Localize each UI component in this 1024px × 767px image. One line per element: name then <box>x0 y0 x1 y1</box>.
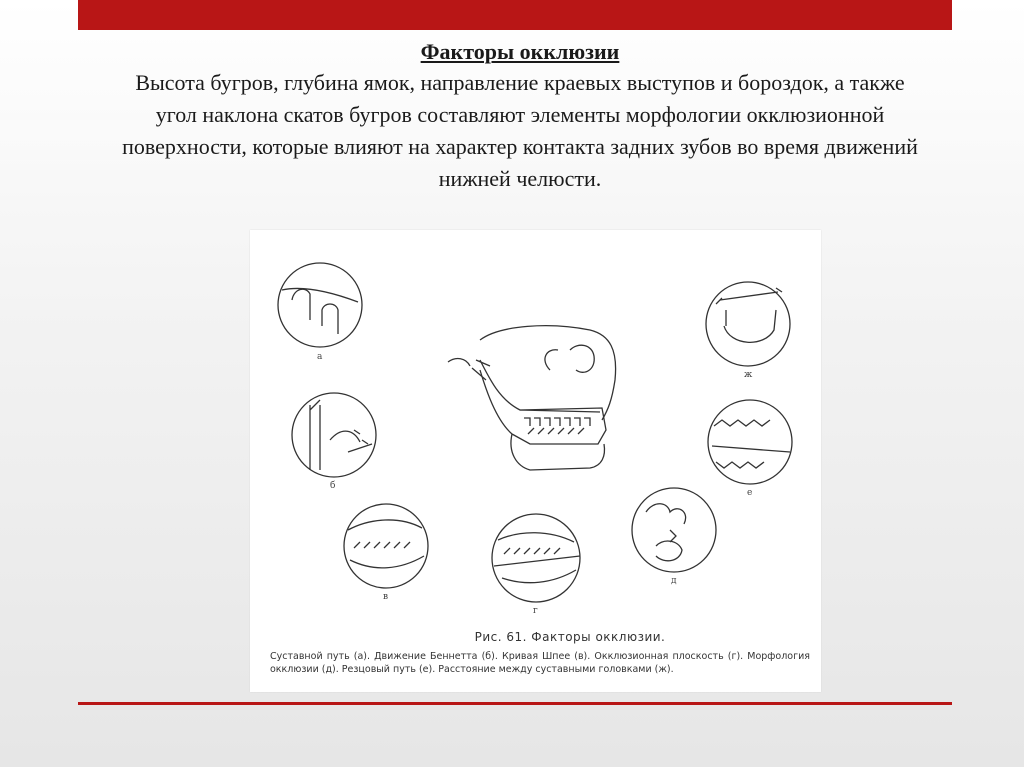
circle-v <box>344 504 428 588</box>
top-accent-bar <box>78 0 952 30</box>
slide-text-block <box>120 37 920 195</box>
circle-d <box>632 488 716 572</box>
slide-title: Факторы окклюзии <box>420 39 620 64</box>
figure-caption-text: Суставной путь (а). Движение Беннетта (б). Кривая Шпее (в). Окклюзионная плоскость (г). Морфология окклюзии (д). Резцовый путь (е). Расстояние между суставными головками (ж). <box>270 651 810 675</box>
label-a: а <box>317 352 323 362</box>
label-g: г <box>533 606 538 616</box>
circle-b <box>292 393 376 477</box>
circle-zh <box>706 282 790 366</box>
occlusion-figure <box>250 230 821 692</box>
label-zh: ж <box>744 370 753 380</box>
label-e: е <box>747 488 753 498</box>
skull-drawing <box>448 326 616 470</box>
figure-caption-title: Рис. 61. Факторы окклюзии. <box>474 630 666 644</box>
label-v: в <box>383 592 389 602</box>
label-b: б <box>330 481 336 491</box>
slide-body-text: Высота бугров, глубина ямок, направление краевых выступов и бороздок, а также угол наклона скатов бугров составляют элементы морфологии окклюзионной поверхности, которые влияют на характер контакта задних зубов во время движений нижней челюсти. <box>122 70 918 191</box>
circle-g <box>492 514 580 602</box>
figure-caption <box>270 630 810 676</box>
circle-e <box>708 400 792 484</box>
occlusion-illustration <box>250 230 821 692</box>
circle-a <box>278 263 362 347</box>
bottom-accent-line <box>78 702 952 705</box>
label-d: д <box>671 576 677 586</box>
